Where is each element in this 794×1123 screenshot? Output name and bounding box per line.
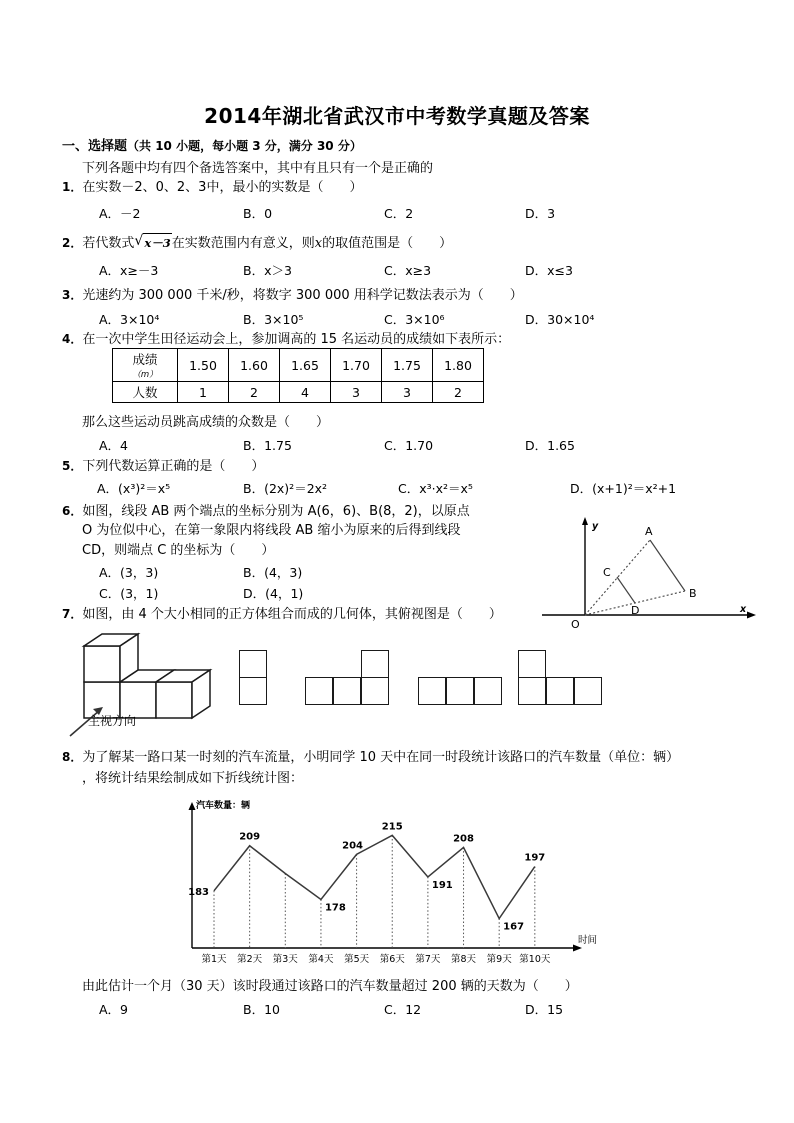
score-unit: （m） <box>132 370 158 380</box>
chart-x-tick-label: 第5天 <box>344 954 370 965</box>
score-cell: 1.75 <box>382 349 433 382</box>
question-3-number: 3． <box>62 288 83 302</box>
chart-point-label: 215 <box>381 821 403 833</box>
q2-option-d[interactable]: D．x≤3 <box>525 263 573 278</box>
score-cell: 1.65 <box>280 349 331 382</box>
q1-option-b[interactable]: B．0 <box>243 206 273 221</box>
section-heading <box>62 135 362 154</box>
segment-ab <box>650 540 685 591</box>
count-cell: 4 <box>280 382 331 403</box>
cube-front-3 <box>156 682 192 718</box>
chart-x-tick-label: 第4天 <box>308 954 334 965</box>
cube-front-top <box>84 646 120 682</box>
question-8-followup: 由此估计一个月（30 天）该时段通过该路口的汽车数量超过 200 辆的天数为（ ） <box>82 979 578 994</box>
view-direction-label: 主视方向 <box>88 714 137 728</box>
q1-option-a[interactable]: A．－2 <box>99 206 141 221</box>
segment-cd <box>617 577 635 603</box>
cube-stack <box>84 634 210 718</box>
question-5-text: 下列代数运算正确的是（ ） <box>82 459 265 474</box>
chart-x-title: 时间 <box>578 935 598 946</box>
x-axis-label: x <box>740 604 747 615</box>
chart-point-label: 208 <box>453 833 474 845</box>
chart-x-tick-label: 第3天 <box>272 954 298 965</box>
chart-point-label: 183 <box>188 886 209 898</box>
count-cell: 2 <box>433 382 484 403</box>
question-4-stem <box>62 330 510 349</box>
table-row-scores <box>113 349 484 382</box>
chart-point-label: 204 <box>342 840 364 852</box>
question-7-text: 如图，由 4 个大小相同的正方体组合而成的几何体，其俯视图是（ ） <box>82 607 502 622</box>
net-cell <box>446 677 474 705</box>
coordinate-diagram <box>537 513 767 633</box>
question-6-stem-line2: O 为位似中心，在第一象限内将线段 AB 缩小为原来的后得到线段 <box>82 523 461 538</box>
y-axis-label: y <box>592 521 599 532</box>
question-2-variable: x <box>314 236 323 251</box>
q6-option-c[interactable]: C．(3，1) <box>99 586 159 601</box>
score-cell: 1.60 <box>229 349 280 382</box>
x-axis-arrow <box>747 612 756 619</box>
q5-option-b[interactable]: B．(2x)²＝2x² <box>243 481 328 496</box>
net-cell <box>474 677 502 705</box>
q2-option-b[interactable]: B．x＞3 <box>243 263 292 278</box>
q4-option-a[interactable]: A．4 <box>99 438 129 453</box>
square-root-expression <box>134 233 171 253</box>
question-2-text-before: 若代数式 <box>82 236 135 251</box>
chart-x-tick-label: 第1天 <box>201 954 227 965</box>
score-label: 成绩 <box>132 352 158 367</box>
chart-x-tick-label: 第2天 <box>237 954 263 965</box>
q7-option-a-figure[interactable] <box>239 650 299 710</box>
net-cell <box>305 677 333 705</box>
chart-y-arrow <box>189 802 196 810</box>
question-5-number: 5． <box>62 459 83 473</box>
q7-option-c-figure[interactable] <box>418 677 518 709</box>
section-heading-main: 一、选择题 <box>62 139 128 154</box>
question-3-text: 光速约为 300 000 千米/秒，将数字 300 000 用科学记数法表示为（ ） <box>82 288 523 303</box>
question-5-stem <box>62 457 264 476</box>
y-axis-arrow <box>582 517 588 525</box>
point-b-label: B <box>689 587 697 600</box>
section-heading-detail: （共 10 小题，每小题 3 分，满分 30 分） <box>127 139 362 153</box>
net-cell <box>361 677 389 705</box>
point-d-label: D <box>631 604 640 617</box>
q6-option-d[interactable]: D．(4，1) <box>243 586 304 601</box>
q2-option-c[interactable]: C．x≥3 <box>384 263 432 278</box>
traffic-line-chart <box>178 796 598 981</box>
count-cell: 3 <box>382 382 433 403</box>
chart-point-label: 197 <box>524 852 546 864</box>
origin-label: O <box>571 618 580 631</box>
instructions-text: 下列各题中均有四个备选答案中，其中有且只有一个是正确的 <box>82 161 434 176</box>
question-4-number: 4． <box>62 332 83 346</box>
q5-option-c[interactable]: C．x³·x²＝x⁵ <box>398 481 473 496</box>
q6-option-b[interactable]: B．(4，3) <box>243 565 303 580</box>
point-c-label: C <box>603 566 611 579</box>
question-4-followup: 那么这些运动员跳高成绩的众数是（ ） <box>82 415 330 430</box>
row-header-count: 人数 <box>113 382 178 403</box>
q4-option-b[interactable]: B．1.75 <box>243 438 292 453</box>
q3-option-b[interactable]: B．3×10⁵ <box>243 312 304 327</box>
question-1-number: 1． <box>62 180 83 194</box>
chart-point-label: 209 <box>239 831 261 843</box>
net-cell <box>239 650 267 678</box>
q7-option-b-figure[interactable] <box>305 650 405 710</box>
q3-option-a[interactable]: A．3×10⁴ <box>99 312 160 327</box>
chart-point-label: 191 <box>431 879 453 891</box>
q6-option-a[interactable]: A．(3，3) <box>99 565 159 580</box>
chart-x-tick-label: 第10天 <box>519 954 551 965</box>
jump-results-table <box>112 348 484 403</box>
q7-option-d-figure[interactable] <box>518 650 618 710</box>
question-2-number: 2． <box>62 236 83 250</box>
question-7-stem <box>62 605 502 624</box>
question-1-text: 在实数－2、0、2、3中，最小的实数是（ ） <box>82 180 363 195</box>
score-cell: 1.70 <box>331 349 382 382</box>
q5-option-d[interactable]: D．(x+1)²＝x²+1 <box>570 481 677 496</box>
q8-option-b[interactable]: B．10 <box>243 1002 280 1017</box>
q1-option-c[interactable]: C．2 <box>384 206 414 221</box>
q2-option-a[interactable]: A．x≥－3 <box>99 263 159 278</box>
question-1-stem <box>62 178 362 197</box>
question-8-text-1: 为了解某一路口某一时刻的汽车流量，小明同学 10 天中在同一时段统计该路口的汽车数量（单位：辆） <box>82 750 680 765</box>
question-3-stem <box>62 286 523 305</box>
chart-line-series <box>214 835 535 918</box>
net-cell <box>418 677 446 705</box>
question-6-stem-line3: CD，则端点 C 的坐标为（ ） <box>82 543 275 558</box>
net-cell <box>518 650 546 678</box>
q3-option-d[interactable]: D．30×10⁴ <box>525 312 595 327</box>
radicand: x－3 <box>143 233 171 252</box>
table-row-counts <box>113 382 484 403</box>
chart-point-label: 167 <box>503 921 525 933</box>
question-8-stem-line2: ，将统计结果绘制成如下折线统计图： <box>82 771 304 786</box>
question-8-stem-line1 <box>62 748 679 767</box>
question-6-text-1: 如图，线段 AB 两个端点的坐标分别为 A(6，6)、B(8，2)，以原点 <box>82 504 470 519</box>
chart-x-tick-label: 第9天 <box>486 954 512 965</box>
score-cell: 1.80 <box>433 349 484 382</box>
q8-option-c[interactable]: C．12 <box>384 1002 422 1017</box>
count-cell: 2 <box>229 382 280 403</box>
page-title: 2014年湖北省武汉市中考数学真题及答案 <box>204 104 590 128</box>
net-cell <box>518 677 546 705</box>
question-4-text: 在一次中学生田径运动会上，参加调高的 15 名运动员的成绩如下表所示： <box>82 332 511 347</box>
q3-option-c[interactable]: C．3×10⁶ <box>384 312 445 327</box>
chart-x-tick-label: 第6天 <box>379 954 405 965</box>
chart-x-tick-label: 第7天 <box>415 954 441 965</box>
question-6-stem-line1 <box>62 502 470 521</box>
question-7-number: 7． <box>62 607 83 621</box>
count-cell: 3 <box>331 382 382 403</box>
question-2-stem <box>62 233 452 253</box>
q4-option-d[interactable]: D．1.65 <box>525 438 575 453</box>
q4-option-c[interactable]: C．1.70 <box>384 438 434 453</box>
chart-y-title: 汽车数量：辆 <box>196 801 251 811</box>
chart-point-label: 178 <box>324 902 346 914</box>
question-2-text-end: 的取值范围是（ ） <box>322 236 453 251</box>
point-a-label: A <box>645 525 653 538</box>
net-cell <box>361 650 389 678</box>
q5-option-a[interactable]: A．(x³)²＝x⁵ <box>97 481 171 496</box>
net-cell <box>239 677 267 705</box>
q8-option-d[interactable]: D．15 <box>525 1002 564 1017</box>
row-header-score <box>113 349 178 382</box>
chart-x-tick-label: 第8天 <box>451 954 477 965</box>
net-cell <box>546 677 574 705</box>
count-cell: 1 <box>178 382 229 403</box>
score-cell: 1.50 <box>178 349 229 382</box>
net-cell <box>333 677 361 705</box>
q1-option-d[interactable]: D．3 <box>525 206 556 221</box>
question-8-number: 8． <box>62 750 83 764</box>
question-2-text-after: 在实数范围内有意义，则 <box>171 236 315 251</box>
question-6-number: 6． <box>62 504 83 518</box>
net-cell <box>574 677 602 705</box>
q8-option-a[interactable]: A．9 <box>99 1002 129 1017</box>
